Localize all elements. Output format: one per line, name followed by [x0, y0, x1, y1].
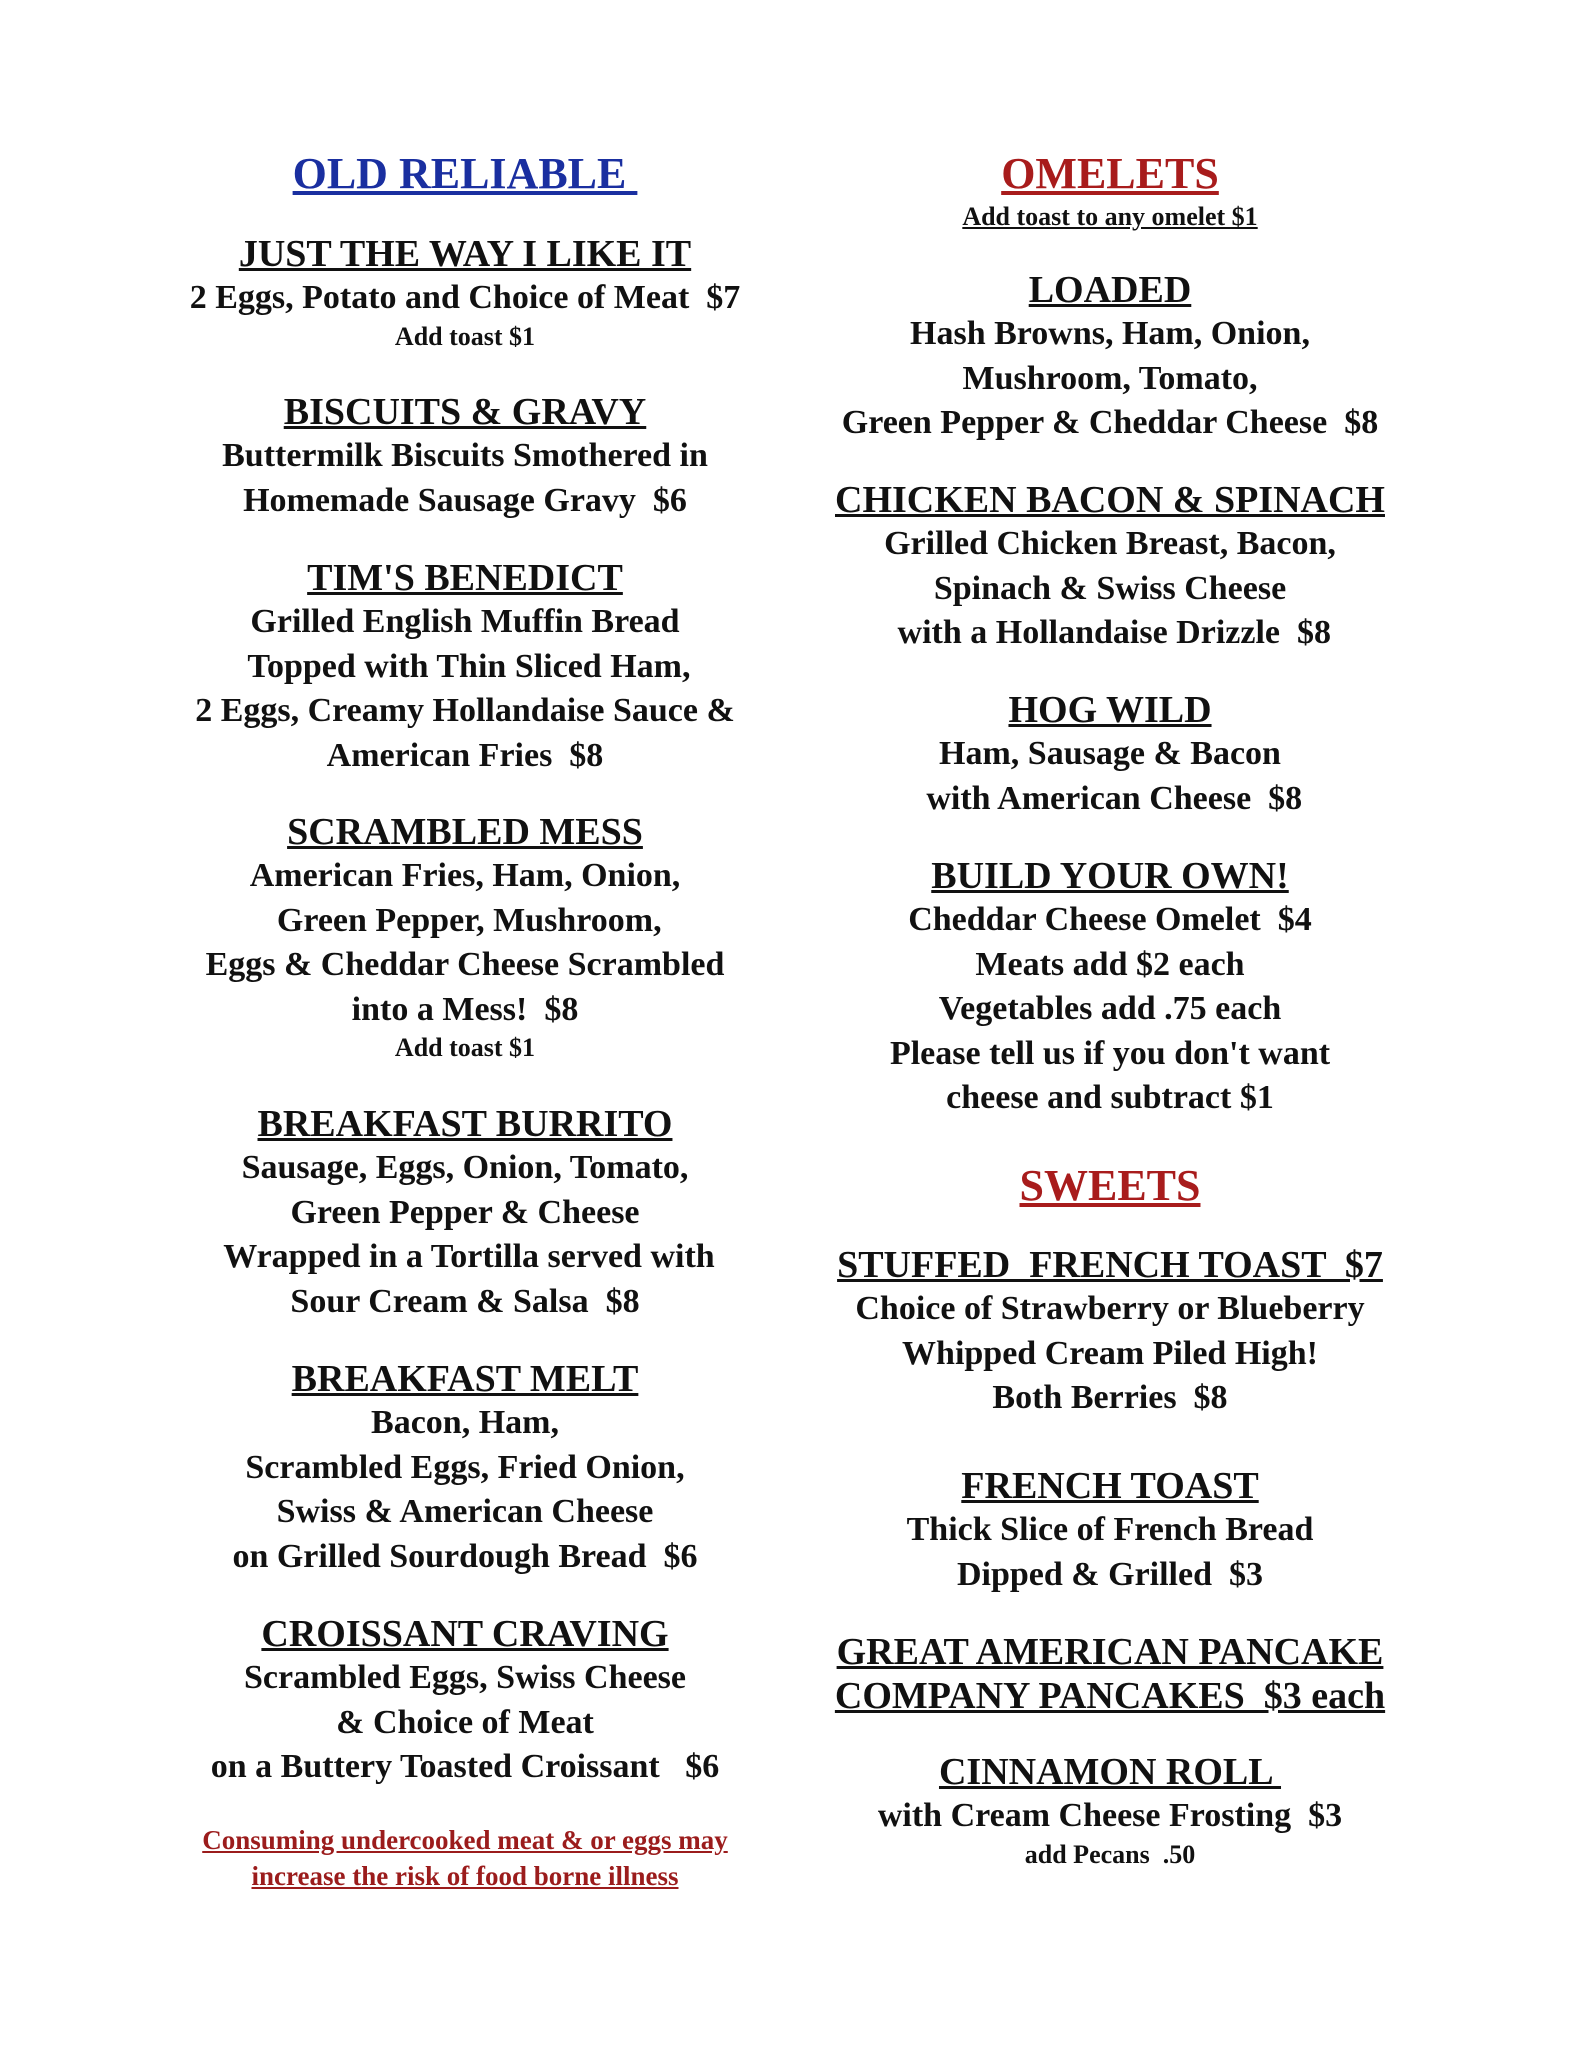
item-title: GREAT AMERICAN PANCAKE: [836, 1631, 1384, 1673]
item-description: on a Buttery Toasted Croissant $6: [210, 1748, 720, 1785]
item-description: Scrambled Eggs, Fried Onion,: [245, 1448, 685, 1486]
item-description: Whipped Cream Piled High!: [902, 1334, 1318, 1372]
item-description: Topped with Thin Sliced Ham,: [239, 647, 691, 685]
item-description: Green Pepper, Mushroom,: [268, 901, 662, 939]
item-description: Please tell us if you don't want: [889, 1034, 1331, 1072]
item-description: Eggs & Cheddar Cheese Scrambled: [205, 946, 725, 983]
item-description: Sausage, Eggs, Onion, Tomato,: [241, 1149, 689, 1186]
item-description: Vegetables add .75 each: [938, 990, 1282, 1027]
item-description: & Choice of Meat: [336, 1703, 594, 1741]
item-description: into a Mess! $8: [351, 990, 579, 1028]
item-description: cheese and subtract $1: [946, 1079, 1274, 1116]
item-title: FRENCH TOAST: [961, 1465, 1259, 1507]
omelets-toast-note: Add toast to any omelet $1: [962, 202, 1258, 231]
menu-item-tims-benedict: [140, 556, 790, 778]
section-title-sweets: SWEETS: [1019, 1161, 1201, 1210]
item-description: Buttermilk Biscuits Smothered in: [222, 437, 708, 474]
item-description: on Grilled Sourdough Bread $6: [232, 1537, 698, 1575]
item-title-continued: COMPANY PANCAKES $3 each: [834, 1675, 1386, 1717]
item-description: Grilled English Muffin Bread: [250, 603, 680, 640]
menu-item-chicken-bacon-spinach: [790, 478, 1430, 656]
item-description: Mushroom, Tomato,: [962, 359, 1258, 397]
item-description: Sour Cream & Salsa $8: [290, 1282, 640, 1320]
item-description: Wrapped in a Tortilla served with: [215, 1238, 715, 1275]
menu-item-biscuits-gravy: [140, 390, 790, 523]
item-description: Green Pepper & Cheddar Cheese $8: [841, 404, 1379, 441]
warning-line: Consuming undercooked meat & or eggs may: [202, 1825, 728, 1855]
item-description: American Fries $8: [326, 736, 604, 774]
item-description: 2 Eggs, Creamy Hollandaise Sauce &: [195, 692, 735, 729]
item-title: CHICKEN BACON & SPINACH: [835, 479, 1385, 521]
menu-item-french-toast: [790, 1464, 1430, 1597]
menu-item-pancakes: [790, 1630, 1430, 1718]
menu-item-croissant-craving: [140, 1612, 790, 1790]
food-safety-warning: [140, 1822, 790, 1894]
menu-item-loaded: [790, 268, 1430, 446]
item-description: 2 Eggs, Potato and Choice of Meat $7: [189, 279, 741, 316]
item-description: Grilled Chicken Breast, Bacon,: [884, 525, 1336, 562]
item-note: Add toast $1: [394, 321, 536, 351]
menu-item-breakfast-burrito: [140, 1102, 790, 1324]
item-description: Ham, Sausage & Bacon: [939, 735, 1281, 772]
menu-item-breakfast-melt: [140, 1357, 790, 1579]
item-title: TIM'S BENEDICT: [307, 557, 623, 599]
item-title: LOADED: [1028, 269, 1192, 311]
item-title: BUILD YOUR OWN!: [931, 855, 1289, 897]
item-description: Both Berries $8: [992, 1379, 1228, 1416]
item-title: HOG WILD: [1008, 689, 1212, 731]
item-title: CROISSANT CRAVING: [261, 1613, 669, 1655]
item-title: STUFFED FRENCH TOAST $7: [837, 1244, 1383, 1286]
menu-item-just-the-way: [140, 232, 790, 353]
item-description: Cheddar Cheese Omelet $4: [908, 901, 1312, 938]
item-description: Meats add $2 each: [975, 945, 1245, 983]
item-description: American Fries, Ham, Onion,: [249, 857, 681, 894]
warning-line: increase the risk of food borne illness: [251, 1861, 679, 1891]
section-title-omelets: OMELETS: [1001, 149, 1219, 198]
menu-item-hog-wild: [790, 688, 1430, 821]
item-description: with Cream Cheese Frosting $3: [877, 1797, 1343, 1834]
item-description: Spinach & Swiss Cheese: [933, 569, 1287, 607]
item-note: add Pecans .50: [1024, 1839, 1196, 1869]
item-title: BISCUITS & GRAVY: [283, 391, 647, 433]
item-description: with American Cheese $8: [917, 779, 1303, 817]
item-title: CINNAMON ROLL: [938, 1751, 1282, 1793]
item-description: Homemade Sausage Gravy $6: [243, 481, 687, 519]
item-description: Green Pepper & Cheese: [290, 1193, 640, 1231]
item-description: Hash Browns, Ham, Onion,: [910, 315, 1310, 352]
item-title: JUST THE WAY I LIKE IT: [238, 233, 692, 275]
item-title: BREAKFAST MELT: [291, 1358, 639, 1400]
item-description: Scrambled Eggs, Swiss Cheese: [243, 1659, 687, 1696]
item-description: Swiss & American Cheese: [276, 1493, 654, 1530]
item-description: with a Hollandaise Drizzle $8: [889, 614, 1331, 651]
section-title-old-reliable: OLD RELIABLE: [292, 149, 638, 198]
item-title: BREAKFAST BURRITO: [257, 1103, 673, 1145]
menu-item-scrambled-mess: [140, 810, 790, 1064]
item-description: Dipped & Grilled $3: [956, 1555, 1264, 1593]
item-note: Add toast $1: [394, 1033, 536, 1062]
item-description: Choice of Strawberry or Blueberry: [855, 1290, 1365, 1327]
menu-item-cinnamon-roll: [790, 1750, 1430, 1871]
item-description: Thick Slice of French Bread: [906, 1511, 1314, 1548]
item-description: Bacon, Ham,: [371, 1404, 559, 1441]
menu-item-stuffed-french-toast: [790, 1243, 1430, 1421]
item-title: SCRAMBLED MESS: [287, 811, 643, 853]
menu-item-build-your-own: [790, 854, 1430, 1121]
